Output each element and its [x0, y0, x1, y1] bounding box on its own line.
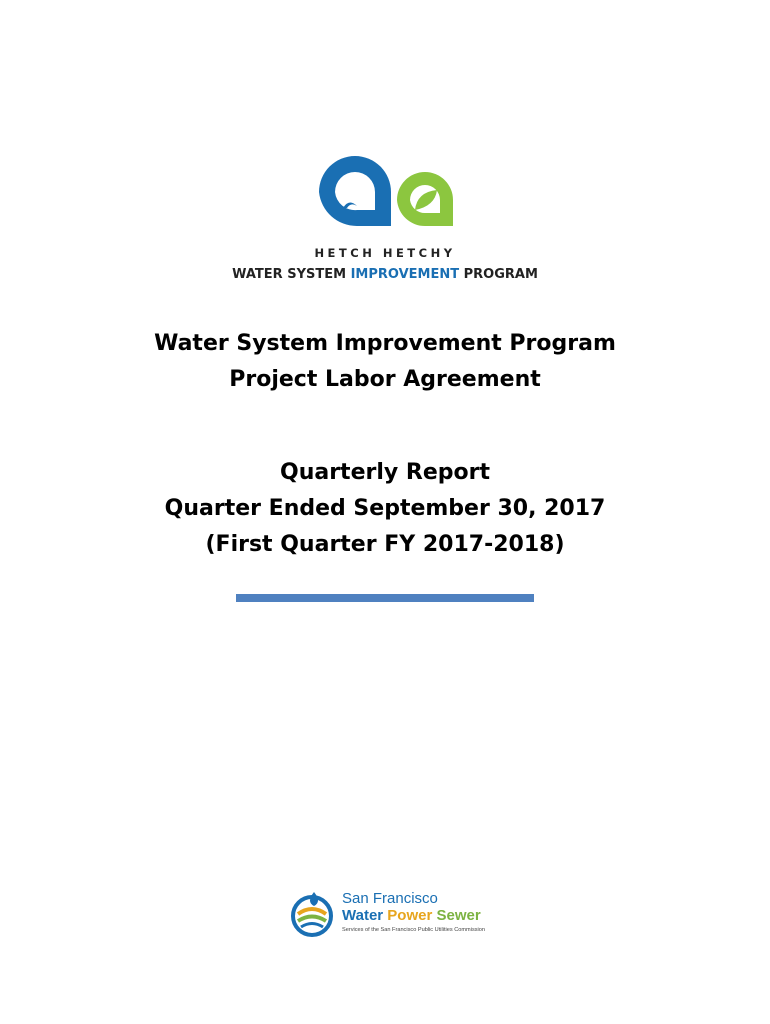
- title-line-2: Project Labor Agreement: [229, 367, 541, 392]
- sfpuc-logo: [290, 886, 490, 942]
- program-logo: [205, 148, 565, 288]
- sfpuc-emblem-icon: [290, 890, 336, 938]
- report-line-3: (First Quarter FY 2017-2018): [205, 532, 565, 557]
- tag-water: Water: [342, 907, 384, 924]
- logo-part1: WATER SYSTEM: [232, 267, 351, 282]
- logo-program-name: [205, 267, 565, 282]
- sfpuc-name: San Francisco: [342, 890, 438, 907]
- sfpuc-subtitle: Services of the San Francisco Public Utilities Commission: [342, 927, 486, 933]
- divider-bar: [236, 594, 534, 602]
- report-line-2: Quarter Ended September 30, 2017: [164, 496, 606, 521]
- title-line-1: Water System Improvement Program: [154, 331, 616, 356]
- report-line-1: Quarterly Report: [280, 460, 490, 485]
- tag-power: Power: [387, 907, 433, 924]
- logo-part2: PROGRAM: [459, 267, 538, 282]
- logo-highlight: IMPROVEMENT: [350, 267, 460, 282]
- water-drop-leaf-icon: [313, 148, 457, 230]
- logo-hetch-hetchy-text: HETCH HETCHY: [314, 246, 456, 260]
- tag-sewer: Sewer: [436, 907, 481, 924]
- report-heading: [0, 455, 770, 563]
- sfpuc-tagline: [342, 907, 481, 924]
- document-title: [0, 326, 770, 398]
